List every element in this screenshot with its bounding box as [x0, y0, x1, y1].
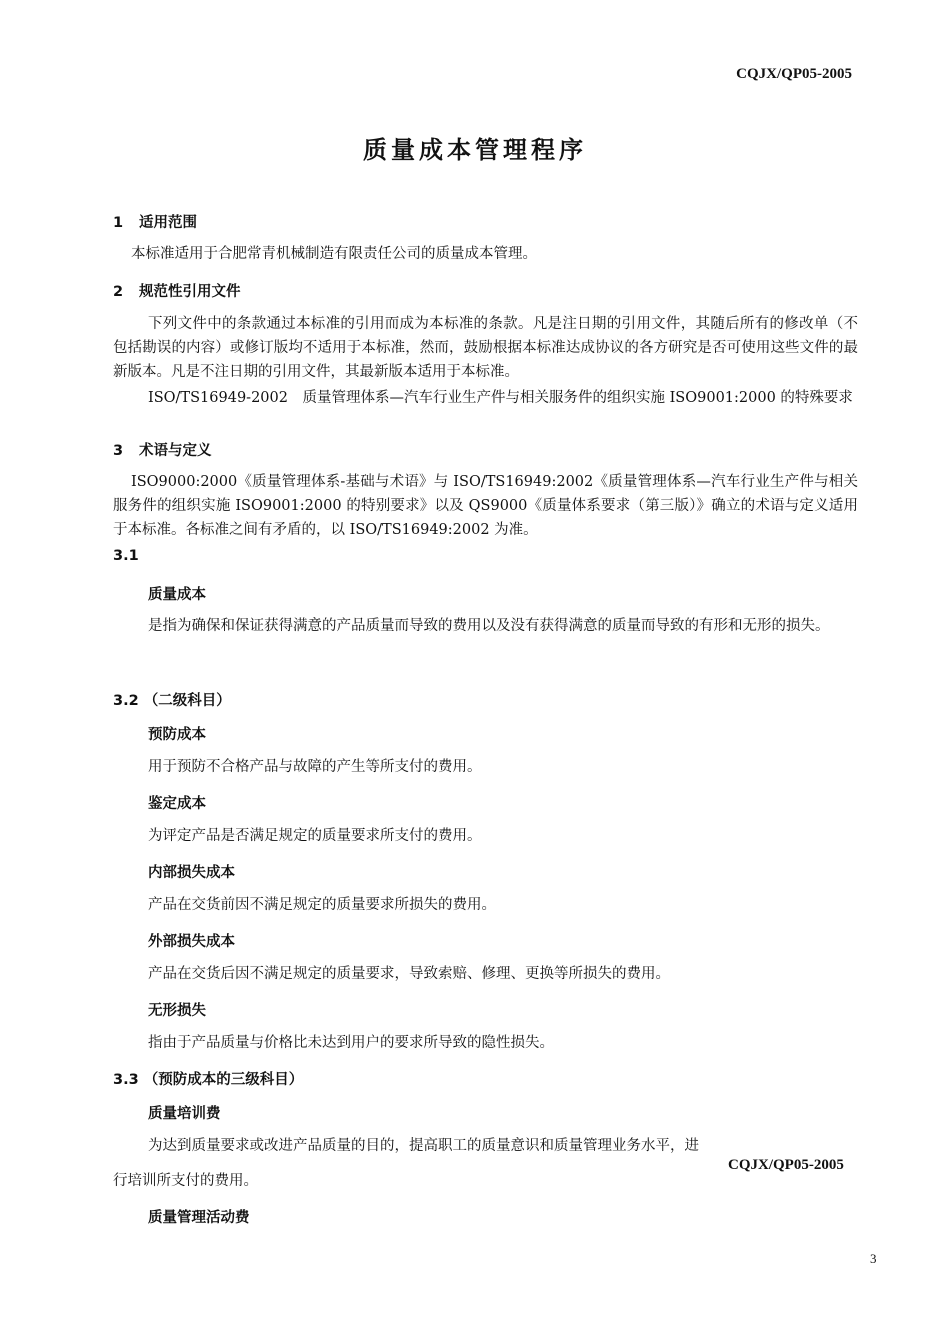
term-intangible-loss-definition: 指由于产品质量与价格比未达到用户的要求所导致的隐性损失。 — [148, 1035, 554, 1051]
section-number: 1 — [113, 215, 124, 231]
term-external-failure-cost-definition: 产品在交货后因不满足规定的质量要求，导致索赔、修理、更换等所损失的费用。 — [148, 966, 670, 982]
term-quality-training-fee-definition-line-1: 为达到质量要求或改进产品质量的目的，提高职工的质量意识和质量管理业务水平，进 — [148, 1138, 699, 1154]
term-quality-cost-definition: 是指为确保和保证获得满意的产品质量而导致的费用以及没有获得满意的质量而导致的有形和无形的损失。 — [148, 618, 830, 634]
term-quality-cost: 质量成本 — [148, 587, 206, 603]
page-title: 质量成本管理程序 — [363, 136, 587, 164]
section-3-1-number: 3.1 — [113, 548, 139, 564]
section-2-heading — [113, 280, 241, 301]
term-internal-failure-cost-definition: 产品在交货前因不满足规定的质量要求所损失的费用。 — [148, 897, 496, 913]
section-3-2-heading: 3.2 （二级科目） — [113, 693, 231, 709]
term-prevention-cost: 预防成本 — [148, 727, 206, 743]
term-quality-training-fee: 质量培训费 — [148, 1106, 221, 1122]
document-code-header: CQJX/QP05-2005 — [736, 66, 852, 82]
section-3-heading — [113, 439, 212, 460]
section-number: 3 — [113, 443, 124, 459]
term-prevention-cost-definition: 用于预防不合格产品与故障的产生等所支付的费用。 — [148, 759, 482, 775]
section-2-paragraph-2: ISO/TS16949-2002 质量管理体系—汽车行业生产件与相关服务件的组织实施 ISO9001:2000 的特殊要求 — [148, 390, 853, 406]
term-appraisal-cost: 鉴定成本 — [148, 796, 206, 812]
section-title: 适用范围 — [139, 215, 197, 231]
term-quality-training-fee-definition-line-2: 行培训所支付的费用。 — [113, 1173, 258, 1189]
term-quality-management-activity-fee: 质量管理活动费 — [148, 1210, 250, 1226]
section-1-text: 本标准适用于合肥常青机械制造有限责任公司的质量成本管理。 — [131, 246, 537, 262]
section-2-paragraph-1: 下列文件中的条款通过本标准的引用而成为本标准的条款。凡是注日期的引用文件，其随后所有的修改单（不包括勘误的内容）或修订版均不适用于本标准，然而，鼓励根据本标准达成协议的各方研究是否可使用这些文件的最新版本。凡是不注日期的引用文件，其最新版本适用于本标准。 — [113, 316, 858, 380]
section-number: 2 — [113, 284, 124, 300]
term-internal-failure-cost: 内部损失成本 — [148, 865, 235, 881]
section-title: 规范性引用文件 — [139, 284, 241, 300]
section-3-3-heading: 3.3 （预防成本的三级科目） — [113, 1072, 304, 1088]
page-number: 3 — [870, 1251, 877, 1266]
term-external-failure-cost: 外部损失成本 — [148, 934, 235, 950]
term-intangible-loss: 无形损失 — [148, 1003, 206, 1019]
document-code-footer: CQJX/QP05-2005 — [728, 1157, 844, 1173]
term-appraisal-cost-definition: 为评定产品是否满足规定的质量要求所支付的费用。 — [148, 828, 482, 844]
section-3-text: ISO9000:2000《质量管理体系-基础与术语》与 ISO/TS16949:2002《质量管理体系—汽车行业生产件与相关服务件的组织实施 ISO9001:2000 的特别要求》以及 QS9000《质量体系要求（第三版）》确立的术语与定义适用于本标准。各标准之间有矛盾的，以 ISO/TS16949:2002 为准。 — [113, 474, 858, 538]
section-title: 术语与定义 — [139, 443, 212, 459]
section-1-heading — [113, 211, 197, 232]
